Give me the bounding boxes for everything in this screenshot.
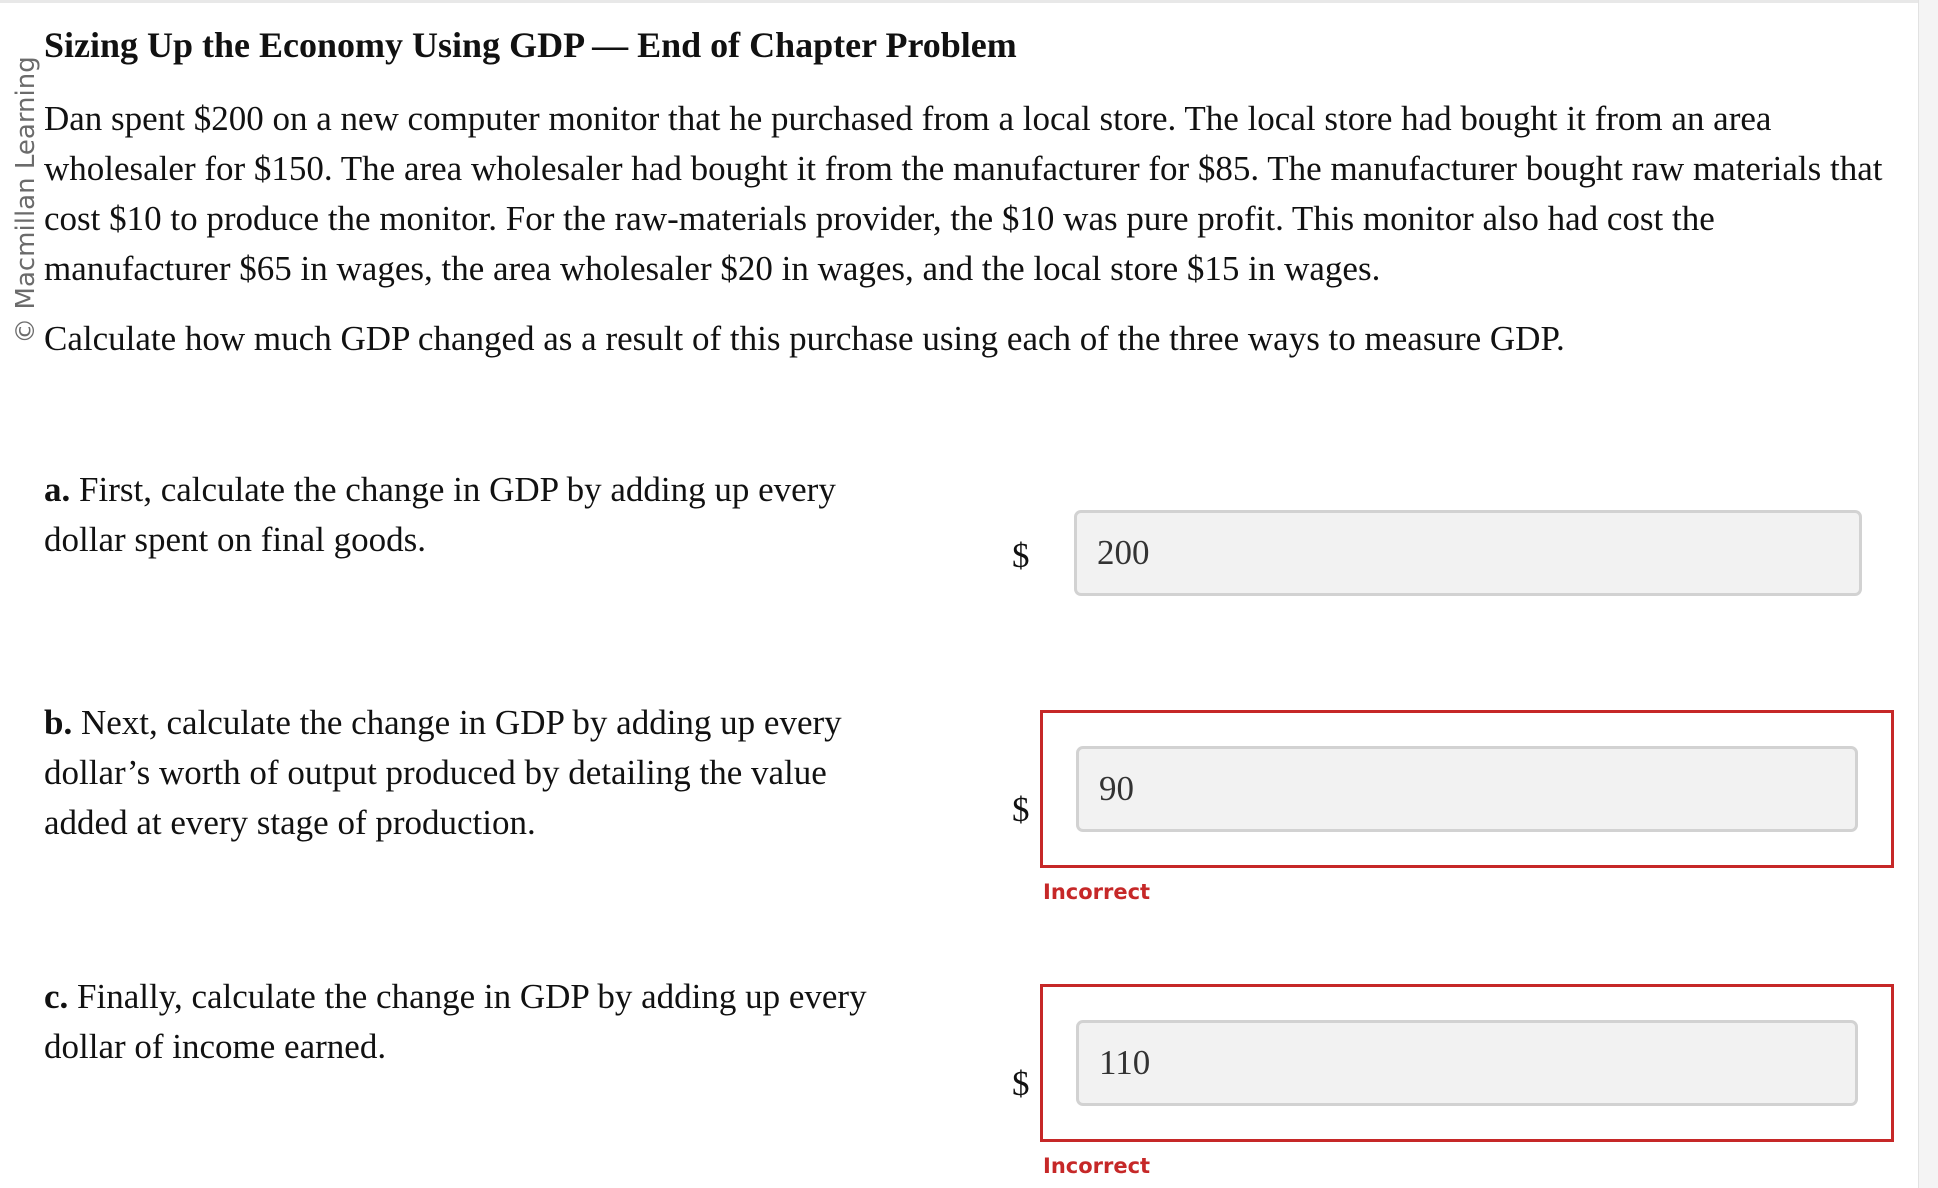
question-a bbox=[44, 465, 894, 565]
status-incorrect-c: Incorrect bbox=[1043, 1154, 1151, 1178]
problem-text: Dan spent $200 on a new computer monitor that he purchased from a local store. The local store had bought it from an area wholesaler for $150. The area wholesaler had bought it from the manufacturer for $85. The manufacturer bought raw materials that cost $10 to produce the monitor. For the raw-materials provider, the $10 was pure profit. This monitor also had cost the manufacturer $65 in wages, the area wholesaler $20 in wages, and the local store $15 in wages. bbox=[44, 99, 1883, 288]
top-divider bbox=[0, 0, 1918, 3]
question-c-letter: c. bbox=[44, 977, 69, 1016]
currency-symbol-a: $ bbox=[1012, 536, 1030, 575]
question-b bbox=[44, 698, 894, 848]
question-b-text: Next, calculate the change in GDP by adding up every dollar’s worth of output produced by detailing the value added at every stage of production. bbox=[44, 703, 842, 842]
instruction-text: Calculate how much GDP changed as a result of this purchase using each of the three ways to measure GDP. bbox=[44, 319, 1565, 358]
question-c bbox=[44, 972, 894, 1072]
scrollbar-track[interactable] bbox=[1918, 0, 1938, 1188]
question-c-text: Finally, calculate the change in GDP by adding up every dollar of income earned. bbox=[44, 977, 867, 1066]
question-b-letter: b. bbox=[44, 703, 73, 742]
answer-input-b[interactable]: 90 bbox=[1076, 746, 1858, 832]
answer-input-a[interactable]: 200 bbox=[1074, 510, 1862, 596]
currency-symbol-c: $ bbox=[1012, 1064, 1030, 1103]
currency-symbol-b: $ bbox=[1012, 790, 1030, 829]
copyright-label: © Macmillan Learning bbox=[11, 56, 41, 344]
page-title: Sizing Up the Economy Using GDP — End of Chapter Problem bbox=[44, 25, 1017, 65]
answer-input-c[interactable]: 110 bbox=[1076, 1020, 1858, 1106]
question-a-text: First, calculate the change in GDP by adding up every dollar spent on final goods. bbox=[44, 470, 836, 559]
question-a-letter: a. bbox=[44, 470, 71, 509]
status-incorrect-b: Incorrect bbox=[1043, 880, 1151, 904]
